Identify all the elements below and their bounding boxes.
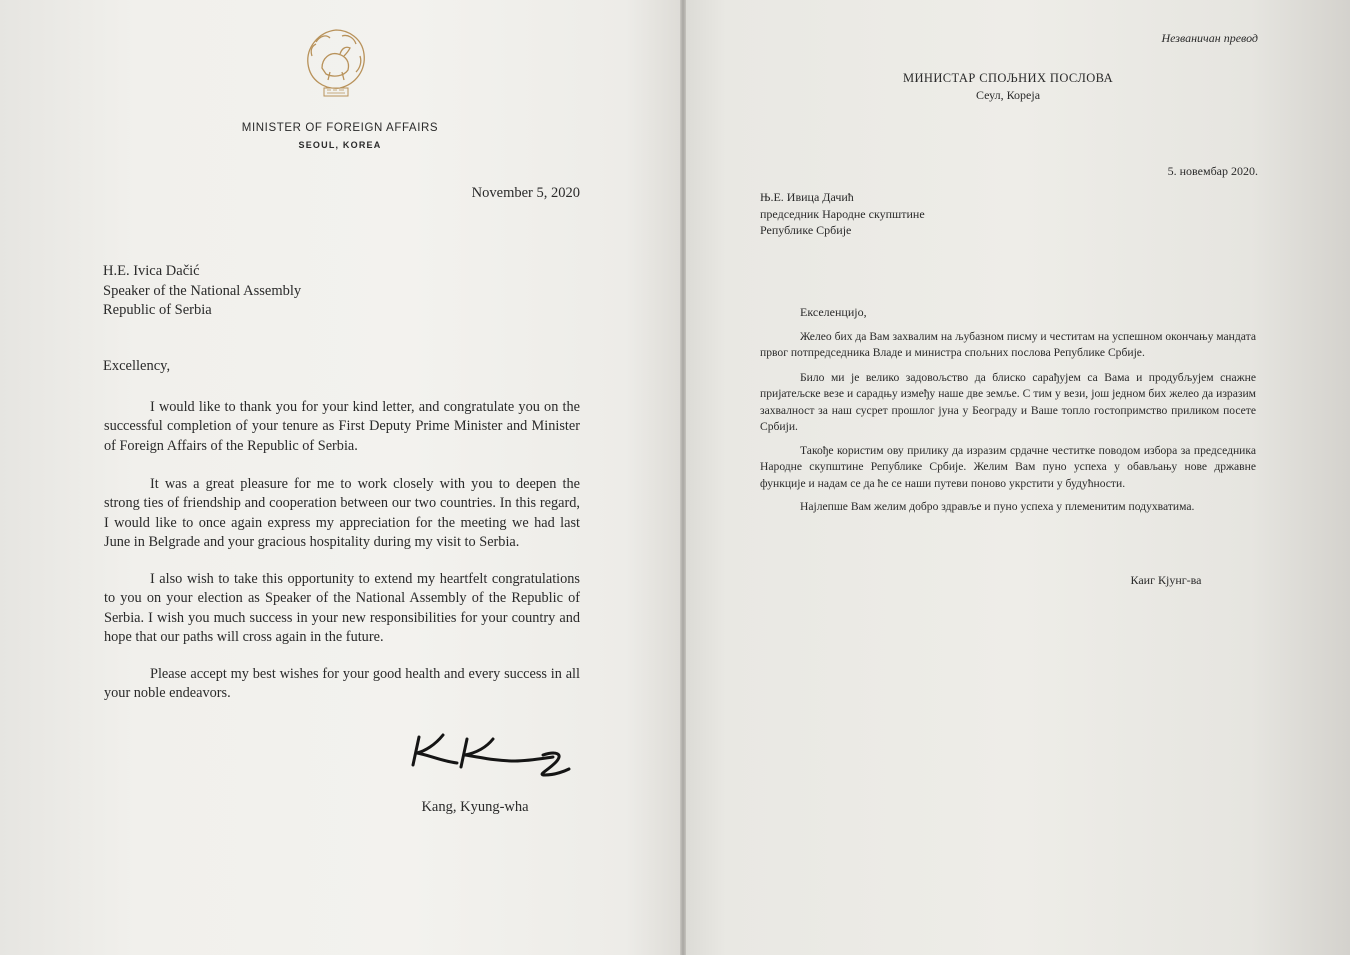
letterhead-location: SEOUL, KOREA	[298, 140, 382, 150]
recipient-block	[760, 189, 925, 239]
body-paragraph: It was a great pleasure for me to work closely with you to deepen the strong ties of friendship and cooperation between our two countries. In this regard, I would like to once again express my appreciation for the meeting we had last June in Belgrade and your gracious hospitality during my visit to Serbia.	[104, 476, 580, 550]
recipient-country: Republic of Serbia	[103, 302, 212, 318]
salutation: Excellency,	[103, 358, 171, 374]
recipient-name: H.E. Ivica Dačić	[103, 263, 200, 279]
handwritten-signature-icon	[405, 725, 575, 785]
body-paragraph: I also wish to take this opportunity to extend my heartfelt congratulations to you on your election as Speaker of the National Assembly of the Republic of Serbia. I wish you much success in your new responsibilities for your country and hope that our paths will cross again in the future.	[104, 571, 580, 645]
body-paragraph: Такође користим ову прилику да изразим срдачне честитке поводом избора за председника Народне скупштине Републике Србије. Желим Вам пуно успеха у обављању нове државне функције и надам се да ће се наши путеви поново укрстити у будућности.	[760, 444, 1256, 490]
recipient-country: Републике Србије	[760, 223, 852, 237]
body-paragraph: Желео бих да Вам захвалим на љубазном писму и честитам на успешном окончању мандата првог потпредседника Владе и министра спољних послова Републике Србије.	[760, 330, 1256, 360]
salutation: Екселенцијо,	[800, 305, 867, 319]
letter-date: 5. новембар 2020.	[1167, 164, 1258, 178]
ministry-emblem-icon	[300, 26, 372, 100]
letter-date: November 5, 2020	[471, 185, 580, 201]
serbian-translation-page	[686, 0, 1350, 955]
body-paragraph: I would like to thank you for your kind letter, and congratulate you on the successful completion of your tenure as First Deputy Prime Minister and Minister of Foreign Affairs of the Republic of Serbia.	[104, 399, 580, 454]
letterhead-title: MINISTER OF FOREIGN AFFAIRS	[241, 122, 439, 134]
unofficial-translation-note: Незваничан превод	[1161, 31, 1258, 45]
signatory-name: Каиг Кјунг-ва	[1130, 573, 1202, 587]
recipient-name: Њ.Е. Ивица Дачић	[760, 190, 854, 204]
body-paragraph: Било ми је велико задовољство да блиско сарађујем са Вама и продубљујем снажне пријатељске везе и сарадњу између наше две земље. С тим у вези, још једном бих желео да изразим захвалност за наш сусрет прошлог јуна у Београду и Ваше топло гостопримство приликом посете Србији.	[760, 371, 1256, 434]
recipient-title: председник Народне скупштине	[760, 206, 925, 221]
body-paragraph: Најлепше Вам желим добро здравље и пуно успеха у племенитим подухватима.	[800, 500, 1195, 513]
letterhead-location: Сеул, Кореја	[975, 88, 1041, 102]
recipient-title: Speaker of the National Assembly	[103, 282, 302, 299]
body-paragraph: Please accept my best wishes for your good health and every success in all your noble endeavors.	[104, 666, 580, 702]
letterhead-title: МИНИСТАР СПОЉНИХ ПОСЛОВА	[902, 71, 1114, 85]
recipient-block	[103, 262, 301, 321]
signatory-name: Kang, Kyung-wha	[421, 799, 529, 815]
